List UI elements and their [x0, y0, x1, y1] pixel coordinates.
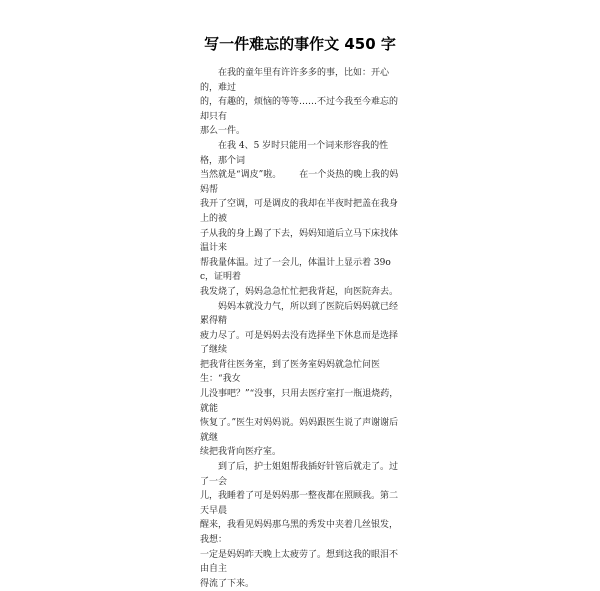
- paragraph-2-part-b: 在一个炎热的晚上我的妈妈帮 我开了空调，可是调皮的我却在半夜时把盖在我身上的被 子从我的身上踢了下去，妈妈知道后立马下床找体温计来 帮我量体温。过了一会儿，体温计上显示着 39oc，证明着 我发烧了，妈妈急急忙忙把我背起，向医院奔去。: [200, 170, 399, 297]
- paragraph-2-part-a: 在我 4、5 岁时只能用一个词来形容我的性格，那个词 当然就是“调皮”啦。: [200, 140, 389, 181]
- document-body: [200, 66, 400, 591]
- paragraph-4: 到了后，护士姐姐帮我插好针管后就走了。过了一会 儿，我睡着了可是妈妈那一整夜都在照顾我。第二天早晨 醒来，我看见妈妈那乌黑的秀发中夹着几丝银发，我想： 一定是妈妈昨天晚上太疲劳了。想到这我的眼泪不由自主 得流了下来。: [200, 462, 399, 589]
- document-title: 写一件难忘的事作文 450 字: [204, 35, 396, 53]
- paragraph-2: [200, 139, 400, 300]
- paragraph-1: 在我的童年里有许许多多的事，比如：开心的，难过 的，有趣的，烦恼的等等……不过今我至今难忘的却只有 那么一件。: [200, 68, 399, 137]
- paragraph-3: 妈妈本就没力气，所以到了医院后妈妈就已经累得精 疲力尽了。可是妈妈去没有选择坐下休息而是选择了继续 把我背往医务室，到了医务室妈妈就急忙问医生：“我女 儿没事吧？”“没事，只用去医疗室打一瓶退烧药，就能 恢复了。”医生对妈妈说。妈妈跟医生说了声谢谢后就继 续把我背向医疗室。: [200, 301, 399, 458]
